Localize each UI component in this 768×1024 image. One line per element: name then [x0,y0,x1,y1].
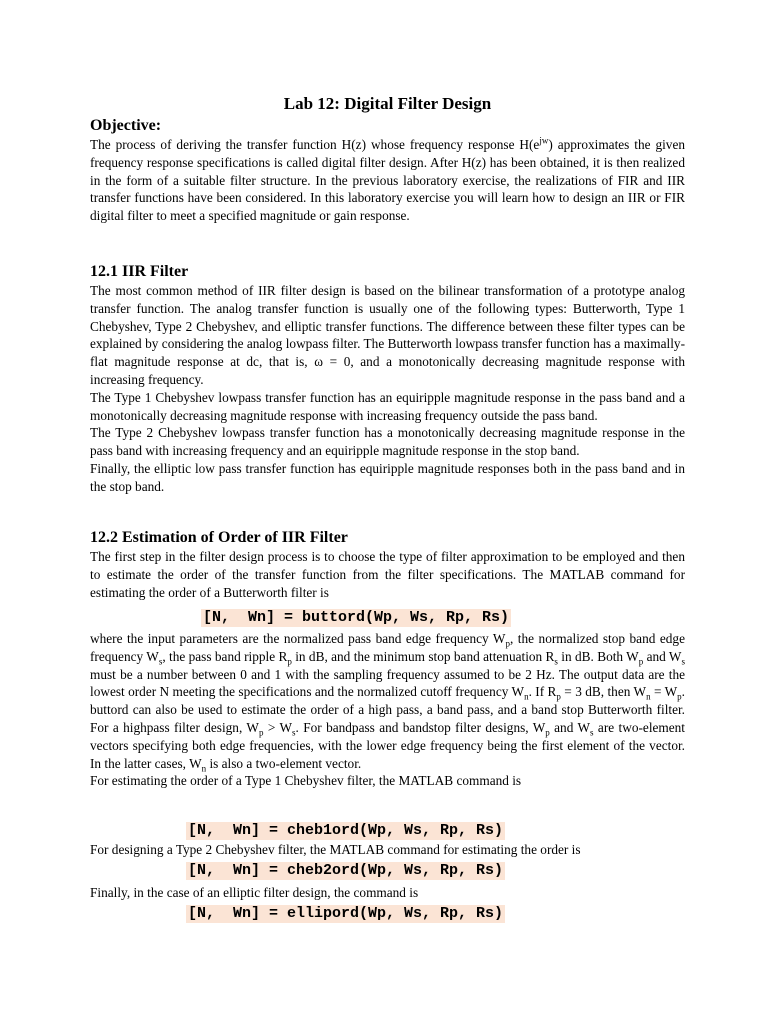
buttord-code-line [201,608,511,627]
iir-heading: 12.1 IIR Filter [90,263,189,280]
iir-paragraph-2: The Type 1 Chebyshev lowpass transfer function has an equiripple magnitude response in the pass band and a monotonically decreasing magnitude response with increasing frequency outside the pass band. [90,389,685,423]
iir-paragraph-3: The Type 2 Chebyshev lowpass transfer function has a monotonically decreasing magnitude response in the pass band with increasing frequency and an equiripple magnitude response in the stop band. [90,425,685,459]
subscript: s [158,656,163,667]
param-text: are two-element vectors specifying both edge frequencies, with the lower edge frequency being the first element of the vector. In the latter cases, W [90,719,685,771]
iir-section [90,262,685,496]
cheb2-intro-block [90,841,685,859]
page-title: Lab 12: Digital Filter Design [283,94,492,113]
ellipord-code: [N, Wn] = ellipord(Wp, Ws, Rp, Rs) [188,905,504,922]
iir-paragraph-4: Finally, the elliptic low pass transfer function has equiripple magnitude responses both in the pass band and in the stop band. [90,460,685,494]
param-text: . buttord can also be used to estimate the order of a high pass, a band pass, and a band stop Butterworth filter. For a highpass filter design, W [90,684,685,735]
cheb1-intro: For estimating the order of a Type 1 Chebyshev filter, the MATLAB command is [90,773,522,789]
objective-paragraph [90,136,685,225]
cheb1ord-code: [N, Wn] = cheb1ord(Wp, Ws, Rp, Rs) [188,822,504,839]
ellip-intro-block [90,884,685,902]
cheb2ord-code-line [186,861,505,880]
order-heading: 12.2 Estimation of Order of IIR Filter [90,529,348,546]
subscript: p [545,727,550,738]
param-text: where the input parameters are the normalized pass band edge frequency W [90,631,506,646]
subscript: p [556,692,561,703]
subscript: s [590,727,594,738]
subscript: s [681,656,685,667]
param-text: must be a number between 0 and 1 with the sampling frequency assumed to be 2 Hz. The output data are the lowest order N meeting the specifications and the normalized cutoff frequency W [90,666,685,700]
param-text: , the normalized stop band edge frequency W [90,631,685,664]
subscript: p [287,656,292,667]
order-intro-paragraph: The first step in the filter design process is to choose the type of filter approximation to be employed and then to estimate the order of the transfer function from the filter specifications. The MATLAB command for estimating the order of a Butterworth filter is [90,549,685,600]
subscript: p [638,656,644,667]
subscript: s [554,656,558,667]
subscript: p [505,638,510,649]
param-text: and W [643,648,682,664]
param-text: . If R [528,684,557,700]
subscript: n [646,692,651,703]
superscript: jw [539,135,549,146]
subscript: s [292,727,296,738]
param-text: and W [549,719,591,735]
param-text: = 3 dB, then W [560,684,647,700]
parameters-section [90,630,685,790]
ellipord-code-line [186,904,505,923]
subscript: n [201,763,207,774]
param-text: in dB, and the minimum stop band attenuation R [291,648,555,664]
order-section [90,528,685,601]
subscript: p [258,727,264,738]
subscript: p [677,692,682,703]
iir-paragraph-1: The most common method of IIR filter design is based on the bilinear transformation of a prototype analog transfer function. The analog transfer function is usually one of the following types: Butterworth, Type 1 Chebyshev, Type 2 Chebyshev, and elliptic transfer functions. The difference between these filter types can be explained by considering the analog lowpass filter. The Butterworth lowpass transfer function has a maximally-flat magnitude response at dc, that is, ω = 0, and a monotonically decreasing magnitude response with increasing frequency. [90,283,685,387]
param-text: > W [263,719,293,735]
cheb2-intro: For designing a Type 2 Chebyshev filter, the MATLAB command for estimating the order is [90,842,581,857]
param-text: , the pass band ripple R [162,648,288,664]
parameters-paragraph [90,630,685,772]
param-text: = W [650,684,678,700]
ellip-intro: Finally, in the case of an elliptic filter design, the command is [90,885,419,900]
buttord-code: [N, Wn] = buttord(Wp, Ws, Rp, Rs) [203,609,510,626]
param-text: . For bandpass and bandstop filter designs, W [295,719,546,735]
subscript: n [524,692,529,703]
objective-section [90,116,685,225]
param-text: in dB. Both W [557,648,639,664]
objective-text-1: The process of deriving the transfer function H(z) whose frequency response H(e [90,137,540,152]
param-text: is also a two-element vector. [206,755,362,771]
cheb1ord-code-line [186,821,505,840]
objective-text-2: ) approximates the given frequency response specifications is called digital filter design. After H(z) has been obtained, it is then realized in the form of a suitable filter structure. In the previous laboratory exercise, the realizations of FIR and IIR transfer functions have been considered. In this laboratory exercise you will learn how to design an IIR or FIR digital filter to meet a specified magnitude or gain response. [90,137,685,224]
cheb2ord-code: [N, Wn] = cheb2ord(Wp, Ws, Rp, Rs) [188,862,504,879]
objective-heading: Objective: [90,117,162,134]
